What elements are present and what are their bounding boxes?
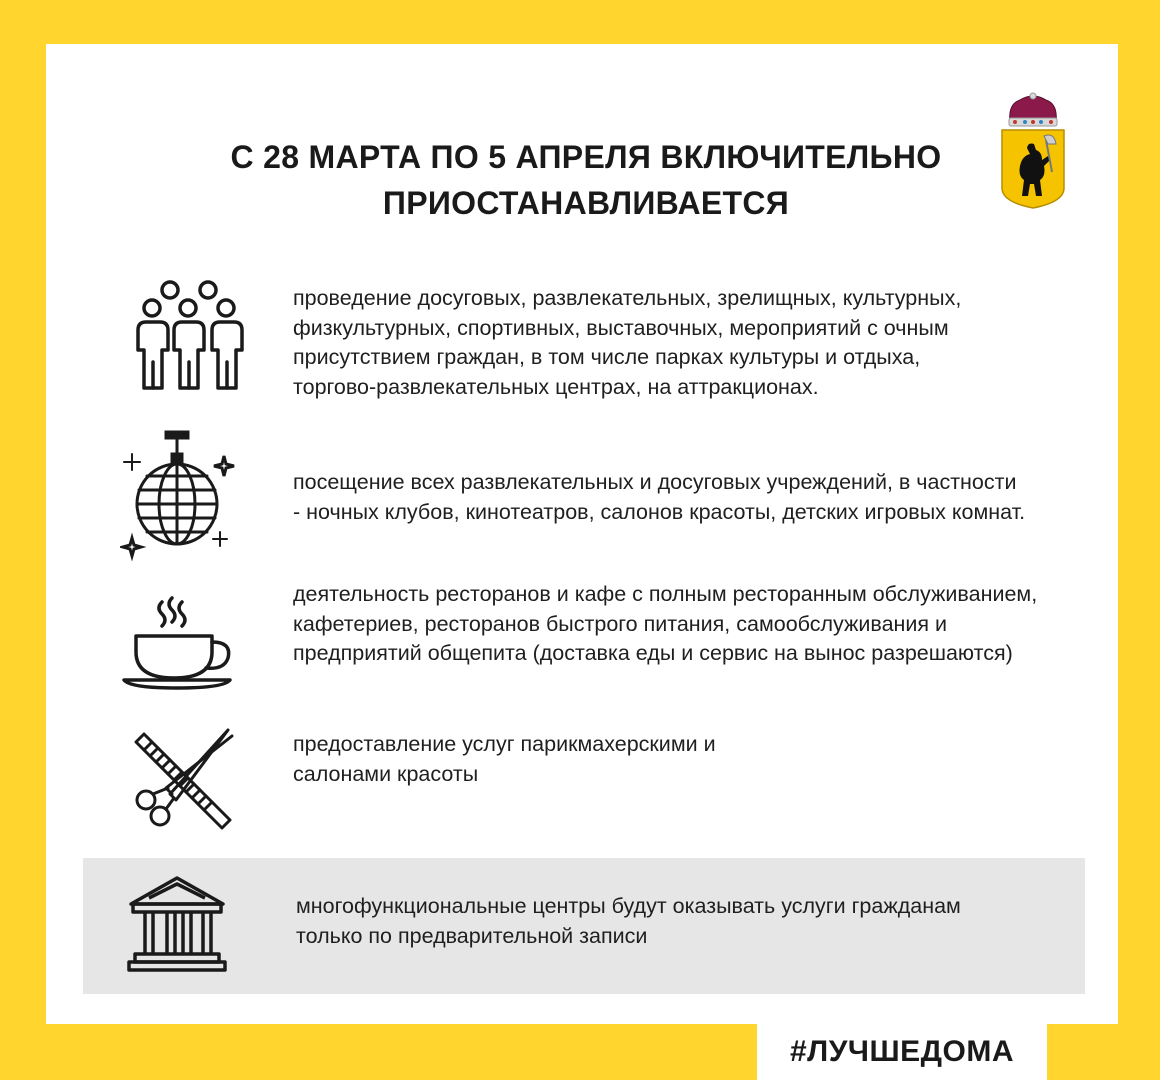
disco-ball-icon bbox=[120, 428, 244, 562]
coffee-cup-icon bbox=[122, 594, 234, 694]
item-text: деятельность ресторанов и кафе с полным ресторанным обслуживанием, кафетериев, ресторанов быстрого питания, самообслуживания и предприятий общепита (доставка еды и сервис на вынос разрешаются) bbox=[293, 582, 1038, 665]
scissors-comb-icon bbox=[130, 728, 236, 830]
page-title bbox=[46, 134, 1126, 226]
hashtag-box bbox=[757, 1024, 1047, 1080]
item-text: проведение досуговых, развлекательных, зрелищных, культурных, физкультурных, спортивных, выставочных, мероприятий с очным присутствием граждан, в том числе парках культуры и отдыха, торгово-развлекательных центрах, на аттракционах. bbox=[293, 286, 962, 399]
notice-box bbox=[83, 858, 1085, 994]
item-text: посещение всех развлекательных и досуговых учреждений, в частности - ночных клубов, кинотеатров, салонов красоты, детских игровых комнат. bbox=[293, 470, 1026, 524]
notice-line-1: многофункциональные центры будут оказывать услуги гражданам bbox=[296, 894, 961, 918]
item-text: предоставление услуг парикмахерскими и салонами красоты bbox=[293, 732, 716, 786]
title-line-1: С 28 МАРТА ПО 5 АПРЕЛЯ ВКЛЮЧИТЕЛЬНО bbox=[230, 139, 942, 175]
people-group-icon bbox=[132, 278, 248, 392]
info-card bbox=[46, 44, 1118, 1024]
notice-text bbox=[296, 892, 961, 951]
notice-line-2: только по предварительной записи bbox=[296, 923, 648, 948]
government-building-icon bbox=[127, 874, 227, 974]
hashtag-label: #ЛУЧШЕДОМА bbox=[790, 1035, 1014, 1068]
title-line-2: ПРИОСТАНАВЛИВАЕТСЯ bbox=[382, 185, 790, 221]
